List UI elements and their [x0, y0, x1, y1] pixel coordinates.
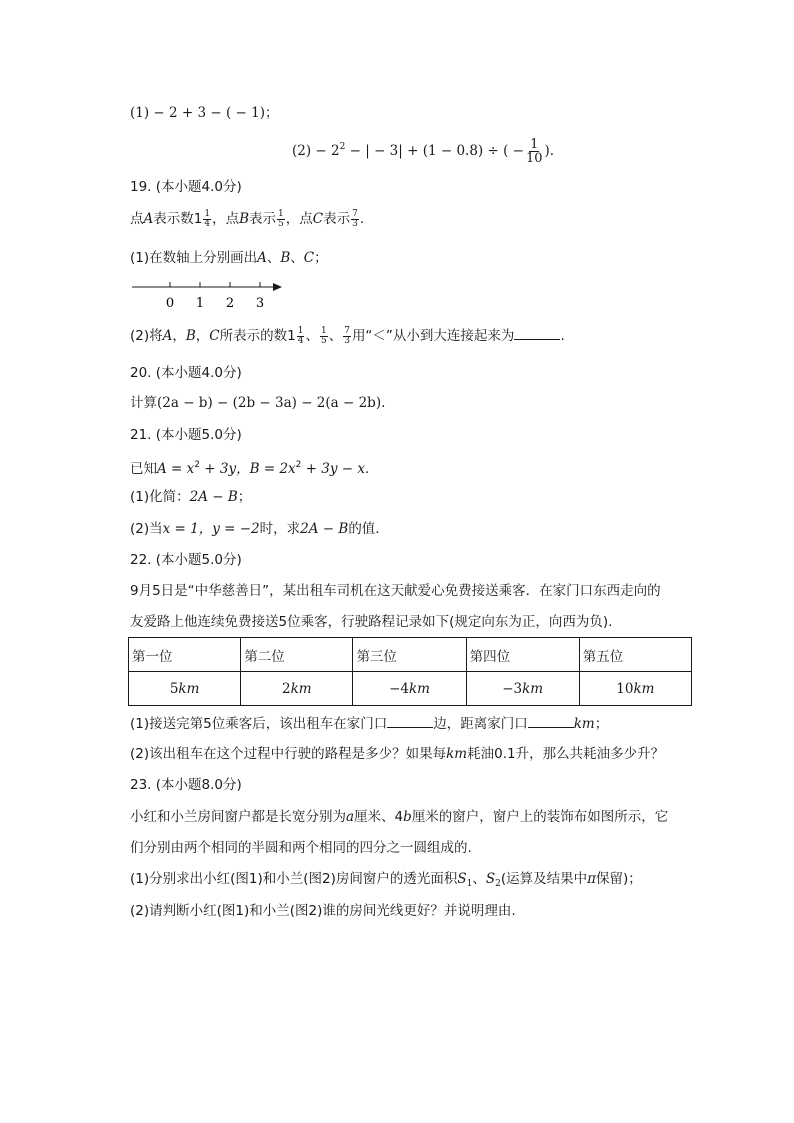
p20-stem: 计算(2a − b) − (2b − 3a) − 2(a − 2b). — [130, 395, 386, 411]
p22-header: 22. (本小题5.0分) — [130, 552, 242, 568]
cell-value: −4 — [389, 680, 409, 697]
p23-var-s: S — [457, 871, 467, 887]
p18-item1: (1) − 2 + 3 − ( − 1)； — [130, 105, 279, 121]
p21-stem-a: 已知 — [130, 461, 157, 477]
table-cell — [241, 672, 353, 706]
p21-q1-a: (1)化简： — [130, 489, 190, 505]
p23-q2: (2)请判断小红(图1)和小兰(图2)谁的房间光线更好？并说明理由. — [130, 903, 516, 919]
p21-q2-e: 的值. — [348, 521, 380, 537]
p23-q1-c: 、 — [472, 871, 486, 887]
p18-item2-tail: ). — [544, 143, 555, 159]
table-cell — [353, 672, 466, 706]
answer-blank-direction[interactable] — [387, 713, 433, 728]
cell-value: −3 — [502, 680, 523, 697]
table-header-cell: 第四位 — [466, 638, 579, 672]
p19-q2-var-c: C — [209, 328, 220, 344]
p18-frac-den: 10 — [525, 151, 543, 166]
number-line — [130, 276, 290, 312]
p21-q1-c: ； — [237, 489, 252, 505]
p19-q2 — [130, 325, 565, 346]
cell-value: 5 — [169, 680, 179, 697]
p23-q1 — [130, 869, 642, 894]
p19-stem — [130, 209, 364, 229]
p19-var-c: C — [312, 211, 324, 227]
p21-stem — [130, 455, 369, 479]
p23-q1-e: (运算及结果中 — [500, 871, 588, 887]
p19-q2-a: (2)将 — [130, 328, 163, 344]
p23-line1-c: 厘米、4 — [354, 809, 404, 825]
p21-q1-b: 2A − B — [189, 489, 238, 505]
table-header-row — [129, 638, 692, 672]
p22-q2-c: 耗油0.1升，那么共耗油多少升？ — [467, 746, 665, 762]
frac-den: 4 — [204, 218, 211, 229]
frac-den: 4 — [297, 335, 304, 346]
p19-q2-d: 所表示的数1 — [219, 328, 296, 344]
table-header-cell: 第一位 — [129, 638, 241, 672]
p19-q2-h: . — [560, 328, 565, 344]
p19-q2-frac-b — [320, 327, 328, 346]
p18-frac-num: 1 — [530, 137, 539, 152]
p21-q2-c: 时，求 — [259, 521, 301, 537]
p19-q2-var-a: A — [162, 328, 173, 344]
p18-item2-exp: 2 — [339, 142, 346, 152]
p19-q1-var-c: C — [303, 250, 315, 266]
frac-den: 3 — [352, 218, 358, 229]
cell-unit: km — [178, 680, 200, 697]
p22-line1: 9月5日是“中华慈善日”，某出租车司机在这天献爱心免费接送乘客．在家门口东西走向的 — [130, 583, 661, 599]
table-cell — [129, 672, 241, 706]
p23-line1-e: 厘米的窗户，窗户上的装饰布如图所示，它 — [411, 809, 669, 825]
p21-stem-f: . — [365, 461, 370, 477]
p19-q2-frac-a — [297, 327, 305, 346]
table-header-cell: 第三位 — [353, 638, 466, 672]
frac-den: 3 — [344, 335, 350, 346]
p21-q2 — [130, 519, 380, 539]
p23-q1-a: (1)分别求出小红(图1)和小兰(图2)房间窗户的透光面积 — [130, 871, 458, 887]
p21-sup-1: 2 — [194, 460, 200, 470]
p19-var-a: A — [143, 211, 154, 227]
p19-frac-b — [277, 210, 285, 229]
cell-unit: km — [290, 680, 312, 697]
p23-sub-2: 2 — [495, 879, 501, 889]
p19-q1-b: 、 — [266, 250, 281, 266]
p19-stem-f: 表示 — [323, 211, 351, 227]
p19-q2-frac-c — [343, 327, 351, 346]
p19-stem-e: ，点 — [285, 211, 313, 227]
p21-sup-2: 2 — [295, 460, 302, 470]
p19-q1-a: (1)在数轴上分别画出 — [130, 250, 258, 266]
p19-q1-var-b: B — [280, 250, 291, 266]
p22-q1-a: (1)接送完第5位乘客后，该出租车在家门口 — [130, 716, 388, 732]
p23-var-s2: S — [485, 871, 496, 887]
distance-table — [128, 637, 692, 706]
p21-header: 21. (本小题5.0分) — [130, 427, 242, 443]
p20-header: 20. (本小题4.0分) — [130, 365, 242, 381]
p22-line2: 友爱路上他连续免费接送5位乘客，行驶路程记录如下(规定向东为正，向西为负). — [130, 614, 613, 630]
table-cell — [466, 672, 579, 706]
p19-q2-var-b: B — [185, 328, 196, 344]
p19-var-b: B — [239, 211, 249, 227]
answer-blank-distance[interactable] — [528, 713, 574, 728]
p21-q1 — [130, 487, 251, 507]
p21-stem-d: B = 2x — [249, 461, 296, 477]
p21-q2-b: x = 1，y = −2 — [162, 521, 260, 537]
p19-q1-var-a: A — [257, 250, 267, 266]
p18-item2 — [292, 137, 554, 165]
tick-label-0: 0 — [165, 296, 175, 311]
p22-q2 — [130, 744, 664, 764]
cell-value: 2 — [282, 680, 291, 697]
p19-q2-g: 用“＜”从小到大连接起来为 — [351, 328, 515, 344]
p23-line1 — [130, 807, 668, 827]
p22-q1-b: 边，距离家门口 — [433, 716, 528, 732]
frac-den: 5 — [320, 335, 327, 346]
answer-blank[interactable] — [514, 325, 560, 340]
p21-stem-b: A = x — [157, 461, 195, 477]
frac-num: 1 — [320, 325, 327, 336]
tick-label-2: 2 — [225, 296, 235, 311]
p19-frac-c — [351, 210, 359, 229]
frac-num: 1 — [204, 208, 211, 219]
p19-stem-g: . — [359, 211, 365, 227]
p19-q1-c: 、 — [290, 250, 304, 266]
frac-num: 1 — [278, 208, 284, 219]
table-header-cell: 第五位 — [579, 638, 691, 672]
table-cell — [579, 672, 691, 706]
p23-sub-1: 1 — [466, 879, 473, 889]
p21-q2-a: (2)当 — [130, 521, 163, 537]
table-row — [129, 672, 692, 706]
p19-q2-c: ， — [195, 328, 210, 344]
p19-q2-b: ， — [172, 328, 186, 344]
p19-q2-f: 、 — [328, 328, 343, 344]
p19-frac-a — [203, 210, 211, 229]
p19-stem-a: 点 — [130, 211, 144, 227]
frac-den: 5 — [278, 218, 284, 229]
p19-q1-d: ； — [314, 250, 328, 266]
p18-item2-fraction — [525, 138, 544, 165]
frac-num: 7 — [344, 325, 350, 336]
p23-line2: 们分别由两个相同的半圆和两个相同的四分之一圆组成的. — [130, 840, 472, 856]
p22-q1 — [130, 713, 608, 734]
p21-q2-d: 2A − B — [300, 521, 349, 537]
p19-stem-d: 表示 — [249, 211, 276, 227]
p22-q2-unit: km — [446, 746, 468, 762]
p19-q2-e: 、 — [305, 328, 319, 344]
p18-item2-mid: − | − 3| + (1 − 0.8) ÷ ( − — [345, 143, 524, 159]
p23-line1-a: 小红和小兰房间窗户都是长宽分别为 — [130, 809, 346, 825]
p19-stem-b: 表示数1 — [153, 211, 203, 227]
p19-stem-c: ，点 — [212, 211, 240, 227]
p21-stem-c: + 3y， — [200, 461, 250, 477]
p22-q2-a: (2)该出租车在这个过程中行驶的路程是多少？如果每 — [130, 746, 447, 762]
p23-var-b: b — [403, 809, 412, 825]
tick-label-1: 1 — [195, 296, 205, 311]
frac-num: 7 — [352, 208, 358, 219]
p23-pi: π — [587, 871, 596, 887]
p21-stem-e: + 3y − x — [301, 461, 366, 477]
cell-unit: km — [633, 680, 655, 697]
p22-q1-unit: km — [573, 716, 595, 732]
cell-unit: km — [408, 680, 430, 697]
cell-value: 10 — [616, 680, 634, 697]
p22-q1-d: ； — [594, 716, 609, 732]
p19-q1 — [130, 248, 328, 268]
table-header-cell: 第二位 — [241, 638, 353, 672]
p23-q1-g: 保留)； — [596, 871, 642, 887]
p19-header: 19. (本小题4.0分) — [130, 179, 242, 195]
frac-num: 1 — [297, 325, 304, 336]
p18-item2-lead: (2) − 2 — [292, 143, 340, 159]
p23-header: 23. (本小题8.0分) — [130, 777, 242, 793]
number-line-arrow-icon — [273, 283, 282, 291]
cell-unit: km — [522, 680, 544, 697]
tick-label-3: 3 — [255, 296, 265, 311]
p23-var-a: a — [346, 809, 355, 825]
